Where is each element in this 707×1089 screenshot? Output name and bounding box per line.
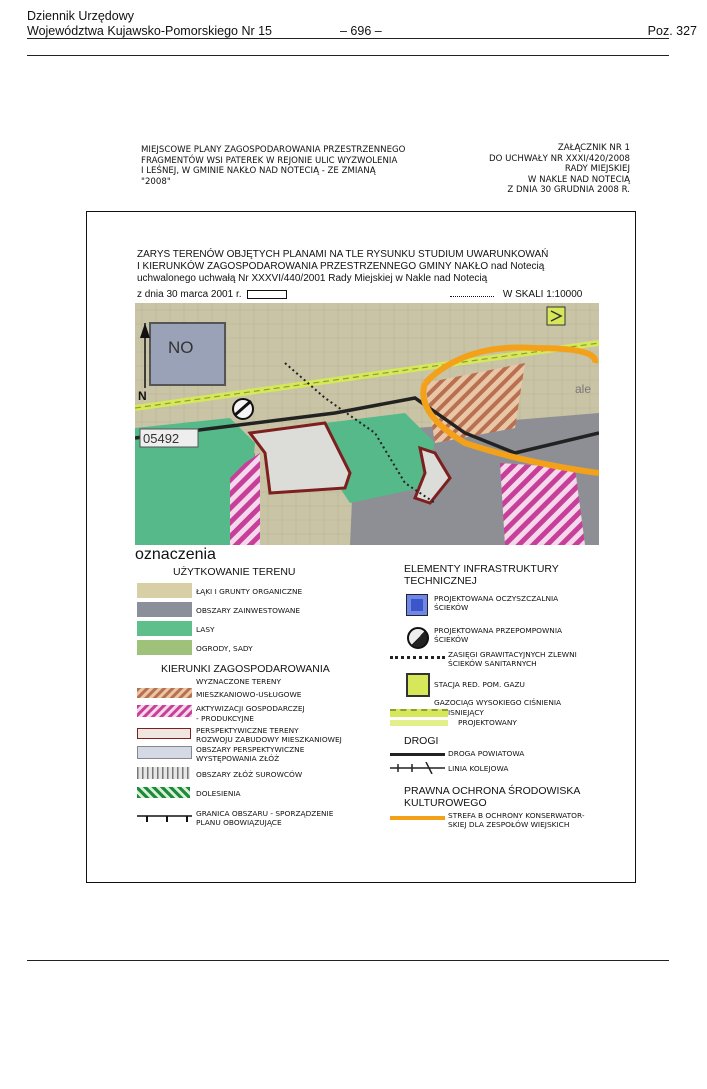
deposit-label: OBSZARY ZŁÓŻ SUROWCÓW — [196, 770, 303, 779]
conservation-zone-label-2: SKIEJ DLA ZESPOŁÓW WIEJSKICH — [448, 820, 570, 829]
road-number: 05492 — [143, 431, 180, 446]
forest-label: LASY — [196, 625, 215, 634]
position-number: Poz. 327 — [647, 24, 697, 38]
map-subtitle-line: I KIERUNKÓW ZAGOSPODAROWANIA PRZESTRZENNEGO GMINY NAKŁO nad Notecią — [137, 261, 545, 272]
plan-title-line: MIEJSCOWE PLANY ZAGOSPODAROWANIA PRZESTRZENNEGO — [141, 145, 406, 155]
treatment-plant-label: PROJEKTOWANA OCZYSZCZALNIA — [434, 594, 559, 603]
gravity-zone-swatch — [390, 656, 445, 662]
pumping-station-label: PROJEKTOWANA PRZEPOMPOWNIA — [434, 626, 563, 635]
deposit-prospect-label: OBSZARY PERSPEKTYWICZNE — [196, 745, 305, 754]
annex-line: DO UCHWAŁY NR XXXI/420/2008 — [489, 153, 630, 164]
afforestation-label: DOLESIENIA — [196, 789, 241, 798]
residential-label: MIESZKANIOWO-USŁUGOWE — [196, 690, 302, 699]
meadows-label: ŁĄKI I GRUNTY ORGANICZNE — [196, 587, 303, 596]
gravity-zone-label: ZASIĘGI GRAWITACYJNYCH ZLEWNI — [448, 650, 577, 659]
industrial-swatch — [137, 705, 192, 717]
future-residential-label-2: ROZWOJU ZABUDOWY MIESZKANIOWEJ — [196, 735, 342, 744]
svg-text:N: N — [138, 389, 147, 403]
header-rule-2 — [27, 55, 669, 56]
industrial-zone — [500, 463, 585, 545]
gas-pipeline-existing-swatch — [390, 709, 448, 717]
scale-text: W SKALI 1:10000 — [502, 289, 583, 300]
treatment-plant-icon — [406, 594, 428, 616]
culture-title — [404, 785, 580, 809]
header-rule — [27, 38, 669, 39]
no-area-label: NO — [168, 338, 194, 357]
plan-title — [141, 145, 471, 187]
forest-swatch — [137, 621, 192, 636]
plan-title-line: I LEŚNEJ, W GMINIE NAKŁO NAD NOTECIĄ - ZE ZMIANĄ — [141, 166, 376, 176]
map-subtitle-line: ZARYS TERENÓW OBJĘTYCH PLANAMI NA TLE RYSUNKU STUDIUM UWARUNKOWAŃ — [137, 249, 549, 260]
plan-title-line: FRAGMENTÓW WSI PATEREK W REJONIE ULIC WYZWOLENIA — [141, 155, 398, 166]
future-residential-swatch — [137, 728, 191, 739]
industrial-label-2: - PRODUKCYJNE — [196, 714, 254, 723]
gas-reduction-label: STACJA RED. POM. GAZU — [434, 680, 525, 689]
boundary-swatch — [137, 810, 192, 824]
residential-swatch — [137, 688, 192, 698]
railway-label: LINIA KOLEJOWA — [448, 764, 509, 773]
map-subtitle-line: uchwalonego uchwałą Nr XXXVI/440/2001 Rady Miejskiej w Nakle nad Notecią — [137, 273, 488, 284]
meadows-swatch — [137, 583, 192, 598]
annex-block — [470, 143, 630, 196]
afforestation-swatch — [137, 787, 190, 798]
resolution-date: z dnia 30 marca 2001 r. — [137, 289, 242, 300]
map-subtitle — [137, 249, 607, 285]
town-label: ale — [575, 382, 592, 396]
gas-station-icon — [547, 307, 565, 325]
culture-title-line: KULTUROWEGO — [404, 797, 487, 809]
industrial-label: AKTYWIZACJI GOSPODARCZEJ — [196, 704, 305, 713]
gas-pipeline-planned-swatch — [390, 720, 448, 726]
plan-title-line: "2008" — [141, 176, 171, 187]
infra-title-line: TECHNICZNEJ — [404, 575, 477, 587]
date-scale-line — [137, 289, 582, 300]
designated-label: WYZNACZONE TERENY — [196, 677, 281, 686]
scale-bar-icon — [450, 291, 494, 297]
directions-title: KIERUNKI ZAGOSPODAROWANIA — [161, 663, 330, 675]
page-number: – 696 – — [340, 24, 382, 38]
annex-line: RADY MIEJSKIEJ — [564, 164, 630, 174]
deposit-swatch — [137, 767, 190, 779]
land-use-title: UŻYTKOWANIE TERENU — [173, 566, 296, 578]
gas-reduction-icon — [406, 673, 430, 697]
gas-pipeline-existing-label: ISNIEJĄCY — [448, 708, 484, 717]
infra-title — [404, 563, 559, 587]
conservation-zone-label: STREFA B OCHRONY KONSERWATOR- — [448, 811, 585, 820]
built-up-label: OBSZARY ZAINWESTOWANE — [196, 606, 301, 615]
pumping-station-label-2: ŚCIEKÓW — [434, 635, 469, 644]
legend-heading: oznaczenia — [135, 546, 216, 563]
roads-title: DROGI — [404, 735, 439, 747]
pumping-station-icon — [233, 399, 253, 419]
railway-swatch — [390, 762, 445, 774]
deposit-prospect-swatch — [137, 746, 192, 759]
pumping-station-legend-icon — [407, 627, 429, 649]
built-up-swatch — [137, 602, 192, 617]
annex-line: Z DNIA 30 GRUDNIA 2008 R. — [507, 185, 630, 195]
gas-pipeline-label: GAZOCIĄG WYSOKIEGO CIŚNIENIA — [434, 698, 562, 707]
culture-title-line: PRAWNA OCHRONA ŚRODOWISKA — [404, 785, 581, 797]
infra-title-line: ELEMENTY INFRASTRUKTURY — [404, 563, 559, 575]
footer-rule — [27, 960, 669, 961]
gardens-label: OGRODY, SADY — [196, 644, 253, 653]
journal-subtitle: Województwa Kujawsko-Pomorskiego Nr 15 — [27, 24, 273, 38]
annex-line: W NAKLE NAD NOTECIĄ — [527, 174, 630, 185]
gravity-zone-label-2: ŚCIEKÓW SANITARNYCH — [448, 659, 537, 668]
date-box — [247, 290, 287, 299]
future-residential-label: PERSPEKTYWICZNE TERENY — [196, 726, 299, 735]
district-road-swatch — [390, 753, 445, 756]
gas-pipeline-planned-label: PROJEKTOWANY — [458, 718, 517, 727]
gardens-swatch — [137, 640, 192, 655]
boundary-label: GRANICA OBSZARU - SPORZĄDZENIE — [196, 809, 334, 818]
annex-line: ZAŁĄCZNIK NR 1 — [557, 143, 630, 153]
district-road-label: DROGA POWIATOWA — [448, 749, 525, 758]
conservation-zone-swatch — [390, 816, 445, 820]
deposit-prospect-label-2: WYSTĘPOWANIA ZŁÓŻ — [196, 754, 280, 763]
journal-title: Dziennik Urzędowy — [27, 9, 134, 23]
boundary-label-2: PLANU OBOWIĄZUJĄCE — [196, 818, 282, 827]
treatment-plant-label-2: ŚCIEKÓW — [434, 603, 469, 612]
map-canvas — [135, 303, 599, 545]
